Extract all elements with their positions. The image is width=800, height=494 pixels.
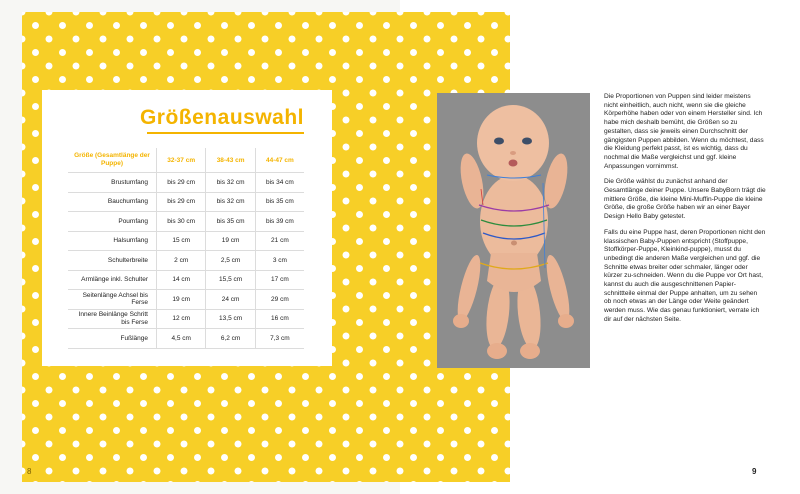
cell: bis 32 cm [206,173,255,193]
size-chart-card [42,90,332,366]
header-small: 32-37 cm [157,148,206,173]
cell: 7,3 cm [255,329,304,349]
cell: bis 30 cm [157,212,206,232]
size-chart-title: Größenauswahl [139,106,304,129]
table-row [68,173,304,193]
cell: 12 cm [157,309,206,329]
row-label: Innere Beinlänge Schritt bis Ferse [68,309,157,329]
body-text [604,93,766,332]
cell: bis 29 cm [157,192,206,212]
table-row [68,212,304,232]
row-label: Halsumfang [68,231,157,251]
cell: 14 cm [157,270,206,290]
header-medium: 38-43 cm [206,148,255,173]
row-label: Bauchumfang [68,192,157,212]
table-row [68,251,304,271]
right-page-number: 9 [752,467,757,476]
cell: 6,2 cm [206,329,255,349]
cell: bis 34 cm [255,173,304,193]
paragraph: Die Proportionen von Puppen sind leider meistens nicht einheitlich, auch nicht, wenn sie die gleiche Körperhöhe haben oder von einem Hersteller sind. Ich habe mich deshalb bemüht, die Größen so zu gestalten, dass sie jeweils einen Durchschnitt der gängigsten Puppen abbilden. Wenn du möchtest, dass die Kleidung perfekt passt, ist es wichtig, dass du nochmal die Maße vergleichst und ggf. kleine Anpassungen vornimmst. [604,93,764,170]
size-table [68,148,304,349]
cell: bis 35 cm [206,212,255,232]
table-row [68,309,304,329]
row-label: Armlänge inkl. Schulter [68,270,157,290]
table-row [68,231,304,251]
paragraph: Die Größe wählst du zunächst anhand der Gesamtlänge deiner Puppe. Unsere BabyBorn trägt die mittlere Größe, die kleine Mini-Muffin-Puppe die kleine Größe, die große Größe haben wir an einer Bayer Design Hello Baby getestet. [604,178,766,221]
cell: bis 35 cm [255,192,304,212]
table-row [68,270,304,290]
cell: 2 cm [157,251,206,271]
cell: 13,5 cm [206,309,255,329]
header-size: Größe (Gesamtlänge der Puppe) [68,148,157,173]
left-page-number: 8 [27,467,32,476]
cell: 17 cm [255,270,304,290]
doll-illustration [437,93,590,368]
cell: 15,5 cm [206,270,255,290]
row-label: Brustumfang [68,173,157,193]
size-table-header [68,148,304,173]
cell: 4,5 cm [157,329,206,349]
cell: 29 cm [255,290,304,310]
cell: 24 cm [206,290,255,310]
cell: 15 cm [157,231,206,251]
doll-photo [437,93,590,368]
table-row [68,329,304,349]
cell: 19 cm [157,290,206,310]
cell: 21 cm [255,231,304,251]
cell: bis 39 cm [255,212,304,232]
cell: 19 cm [206,231,255,251]
cell: 3 cm [255,251,304,271]
row-label: Poumfang [68,212,157,232]
table-row [68,192,304,212]
paragraph: Falls du eine Puppe hast, deren Proportionen nicht den klassischen Baby-Puppen entspricht (Stoffpuppe, Stoffkörper-Puppe, Kleinkind-puppe), musst du unbedingt die anderen Maße vergleichen und ggf. die Schnitte etwas breiter oder schmaler, länger oder kürzer zu-schneiden. Wenn du die Puppe vor Ort hast, kannst du auch die ausgeschnittenen Papier-schnittteile einmal der Puppe anhalten, um zu sehen ob noch etwas an der Länge oder Weite geändert werden muss. Wie das genau funktioniert, verrate ich dir auf der nächsten Seite. [604,228,766,323]
cell: 16 cm [255,309,304,329]
header-large: 44-47 cm [255,148,304,173]
row-label: Seitenlänge Achsel bis Ferse [68,290,157,310]
cell: bis 32 cm [206,192,255,212]
title-underline [147,132,304,134]
table-row [68,290,304,310]
cell: 2,5 cm [206,251,255,271]
cell: bis 29 cm [157,173,206,193]
row-label: Fußlänge [68,329,157,349]
row-label: Schulterbreite [68,251,157,271]
